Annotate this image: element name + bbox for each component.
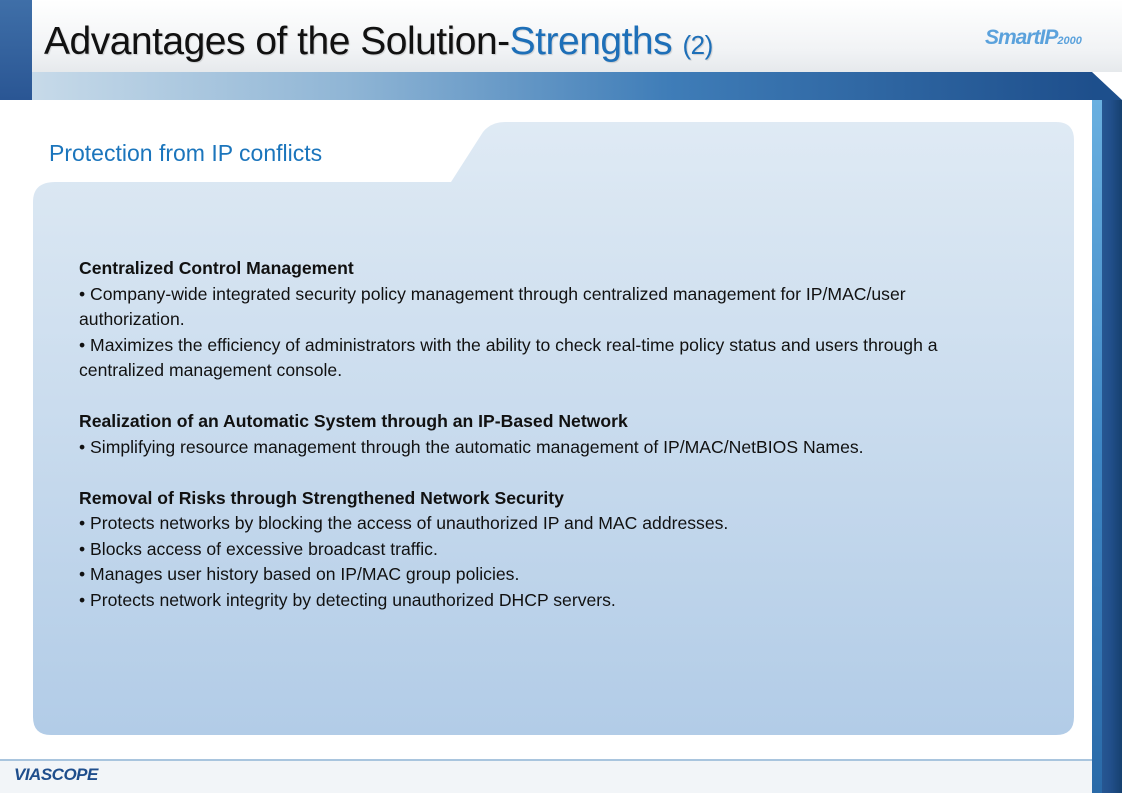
section-centralized-control [79,256,1009,384]
section-heading: Removal of Risks through Strengthened Network Security [79,487,564,508]
content-body [79,256,1009,639]
right-side-bar-highlight [1092,100,1102,793]
section-automatic-system [79,409,1009,460]
title-number: (2) [682,30,713,60]
title-main: Advantages of the Solution- [44,20,510,63]
viascope-logo: VIASCOPE [14,765,98,784]
section-network-security [79,486,1009,614]
bullet-item: • Simplifying resource management through the automatic management of IP/MAC/NetBIOS Names. [79,436,864,457]
bullet-item: • Blocks access of excessive broadcast traffic. [79,538,438,559]
bullet-item: • Manages user history based on IP/MAC group policies. [79,564,520,584]
bullet-item: • Maximizes the efficiency of administrators with the ability to check real-time policy status and users through a centralized management console. [79,334,938,380]
panel-title: Protection from IP conflicts [49,140,323,166]
bullet-item: • Protects network integrity by detecting unauthorized DHCP servers. [79,589,616,610]
section-heading: Realization of an Automatic System through an IP-Based Network [79,411,628,431]
logo-text: SmartIP [985,26,1058,49]
section-heading: Centralized Control Management [79,258,354,278]
bullet-item: • Protects networks by blocking the access of unauthorized IP and MAC addresses. [79,513,729,533]
title-accent: Strengths [509,20,673,63]
footer-background [0,761,1092,793]
logo-suffix: 2000 [1057,35,1082,47]
header-gradient-band [32,72,1092,100]
header-corner [1092,72,1122,100]
left-accent-bar [0,0,32,100]
bullet-item: • Company-wide integrated security policy management through centralized management for IP/MAC/user authorization. [79,283,906,329]
slide-title [44,20,713,64]
smartip-logo [985,26,1095,60]
